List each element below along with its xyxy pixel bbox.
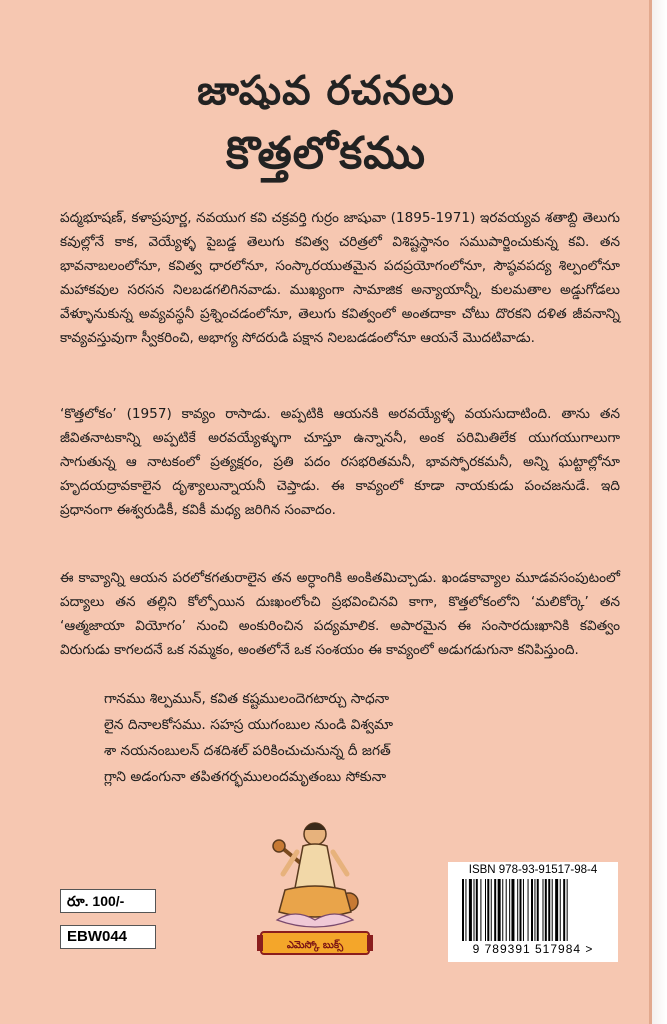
barcode-bar — [494, 879, 496, 941]
barcode-bar — [491, 879, 492, 941]
barcode-bar — [480, 879, 481, 941]
barcode-bar — [555, 879, 558, 941]
isbn-label: ISBN 978-93-91517-98-4 — [468, 864, 598, 876]
barcode-bar — [462, 879, 464, 941]
barcode-bar — [509, 879, 510, 941]
catalog-code: EBW044 — [60, 925, 156, 949]
page-edge — [652, 0, 667, 1024]
barcode-bar — [534, 879, 535, 941]
barcode-bar — [502, 879, 503, 941]
barcode-bar — [476, 879, 478, 941]
barcode-bar — [474, 879, 475, 941]
barcode-bar — [548, 879, 550, 941]
barcode-bar — [543, 879, 544, 941]
series-title: జాషువ రచనలు — [197, 68, 455, 114]
barcode-graphic — [460, 879, 610, 941]
barcode-bar — [560, 879, 561, 941]
poem-line: లైన దినాలకోసము. సహస్ర యుగంబుల నుండి విశ్వమా — [104, 717, 394, 733]
poem-verse — [104, 686, 614, 790]
book-title: కొత్తలోకము — [225, 128, 427, 179]
barcode-bar — [520, 879, 522, 941]
barcode-bar — [506, 879, 507, 941]
barcode-bar — [545, 879, 547, 941]
barcode-bar — [498, 879, 501, 941]
barcode-bar — [485, 879, 486, 941]
barcode-bar — [511, 879, 514, 941]
barcode-bar — [523, 879, 524, 941]
barcode-bar — [469, 879, 472, 941]
blurb-paragraph-3: ఈ కావ్యాన్ని ఆయన పరలోకగతురాలైన తన అర్ధాంగికి అంకితమిచ్చాడు. ఖండకావ్యాల మూడవసంపుటంలో పద్యాలు తన తల్లిని కోల్పోయిన దుఃఖంలోంచి ప్రభవించినవి కాగా, కొత్తలోకంలోని ‘మలికోర్కె’ తన ‘ఆత్మజాయా వియోగం’ నుంచి అంకురించిన పద్యమాలిక. అపారమైన ఈ సంసారదుఃఖానికి కవిత్వం విరుగుడు కాగలదనే ఒక నమ్మకం, అంతలోనే ఒక సంశయం ఈ కావ్యంలో అడుగడుగునా కనిపిస్తుంది. — [60, 570, 620, 658]
barcode-number: 9 789391 517984 > — [472, 942, 594, 956]
barcode-bar — [528, 879, 529, 941]
barcode-bar — [487, 879, 489, 941]
poem-line: శా నయనంబులన్ దశదిశల్ పరికించుచునున్న దీ జగత్ — [104, 743, 391, 759]
publisher-logo — [255, 812, 375, 962]
poem-line: గ్లాని అడంగునా తపితగర్భములందమృతంబు సోకునా — [104, 769, 387, 785]
price-tag: రూ. 100/- — [60, 889, 156, 913]
blurb-paragraph-2: ‘కొత్తలోకం’ (1957) కావ్యం రాసాడు. అప్పటికి ఆయనకి అరవయ్యేళ్ళ వయసుదాటింది. తాను తన జీవితనాటకాన్ని అప్పటికే అరవయ్యేళ్ళుగా చూస్తూ ఉన్నాననీ, అంక పరిమితిలేక యుగయుగాలుగా సాగుతున్న ఆ నాటకంలో ప్రత్యక్షరం, ప్రతి పదం రసభరితమనీ, భావస్ఫోరకమనీ, అన్ని ఘట్టాల్లోనూ హృదయద్రావకాలైన దృశ్యాలున్నాయనీ చెప్తాడు. ఈ కావ్యంలో కూడా నాయకుడు పంచజనుడే. ఇది ప్రధానంగా ఈశ్వరుడికీ, కవికీ మధ్య జరిగిన సంవాదం. — [60, 406, 620, 518]
isbn-barcode-box — [448, 862, 618, 962]
barcode-bar — [465, 879, 466, 941]
blurb-paragraph-1: పద్మభూషణ్, కళాప్రపూర్ణ, నవయుగ కవి చక్రవర్తి గుర్రం జాషువా (1895-1971) ఇరవయ్యవ శతాబ్ది తెలుగు కవుల్లోనే కాక, వెయ్యేళ్ళ పైబడ్డ తెలుగు కవిత్వ చరిత్రలో విశిష్టస్థానం సముపార్జించుకున్న కవి. తన భావనాబలంలోనూ, కవిత్వ ధారలోనూ, సంస్కారయుతమైన పదప్రయోగంలోనూ, సౌష్ఠవపద్య శిల్పంలోనూ మహాకవుల సరసన నిలబడగలిగినవాడు. ముఖ్యంగా సామాజిక అన్యాయాన్నీ, కులమతాల అడ్డుగోడలు వేళ్ళూనుకున్న అవ్యవస్థనీ ప్రశ్నించడంలోనూ, తెలుగు కవిత్వంలో అంతదాకా చోటు దొరకని దళిత జీవనాన్ని కావ్యవస్తువుగా స్వీకరించి, అభాగ్య సోదరుడి పక్షాన నిలబడడంలోనూ ఆయనే మొదటివాడు. — [60, 210, 620, 346]
publisher-name: ఎమెస్కో బుక్స్ — [286, 940, 344, 951]
poem-line: గానము శిల్పమున్, కవిత కష్టములందెగటార్చు సాధనా — [104, 691, 390, 707]
barcode-bar — [552, 879, 553, 941]
barcode-bar — [517, 879, 518, 941]
barcode-bar — [563, 879, 565, 941]
barcode-bar — [531, 879, 533, 941]
barcode-bar — [567, 879, 568, 941]
barcode-bar — [537, 879, 539, 941]
